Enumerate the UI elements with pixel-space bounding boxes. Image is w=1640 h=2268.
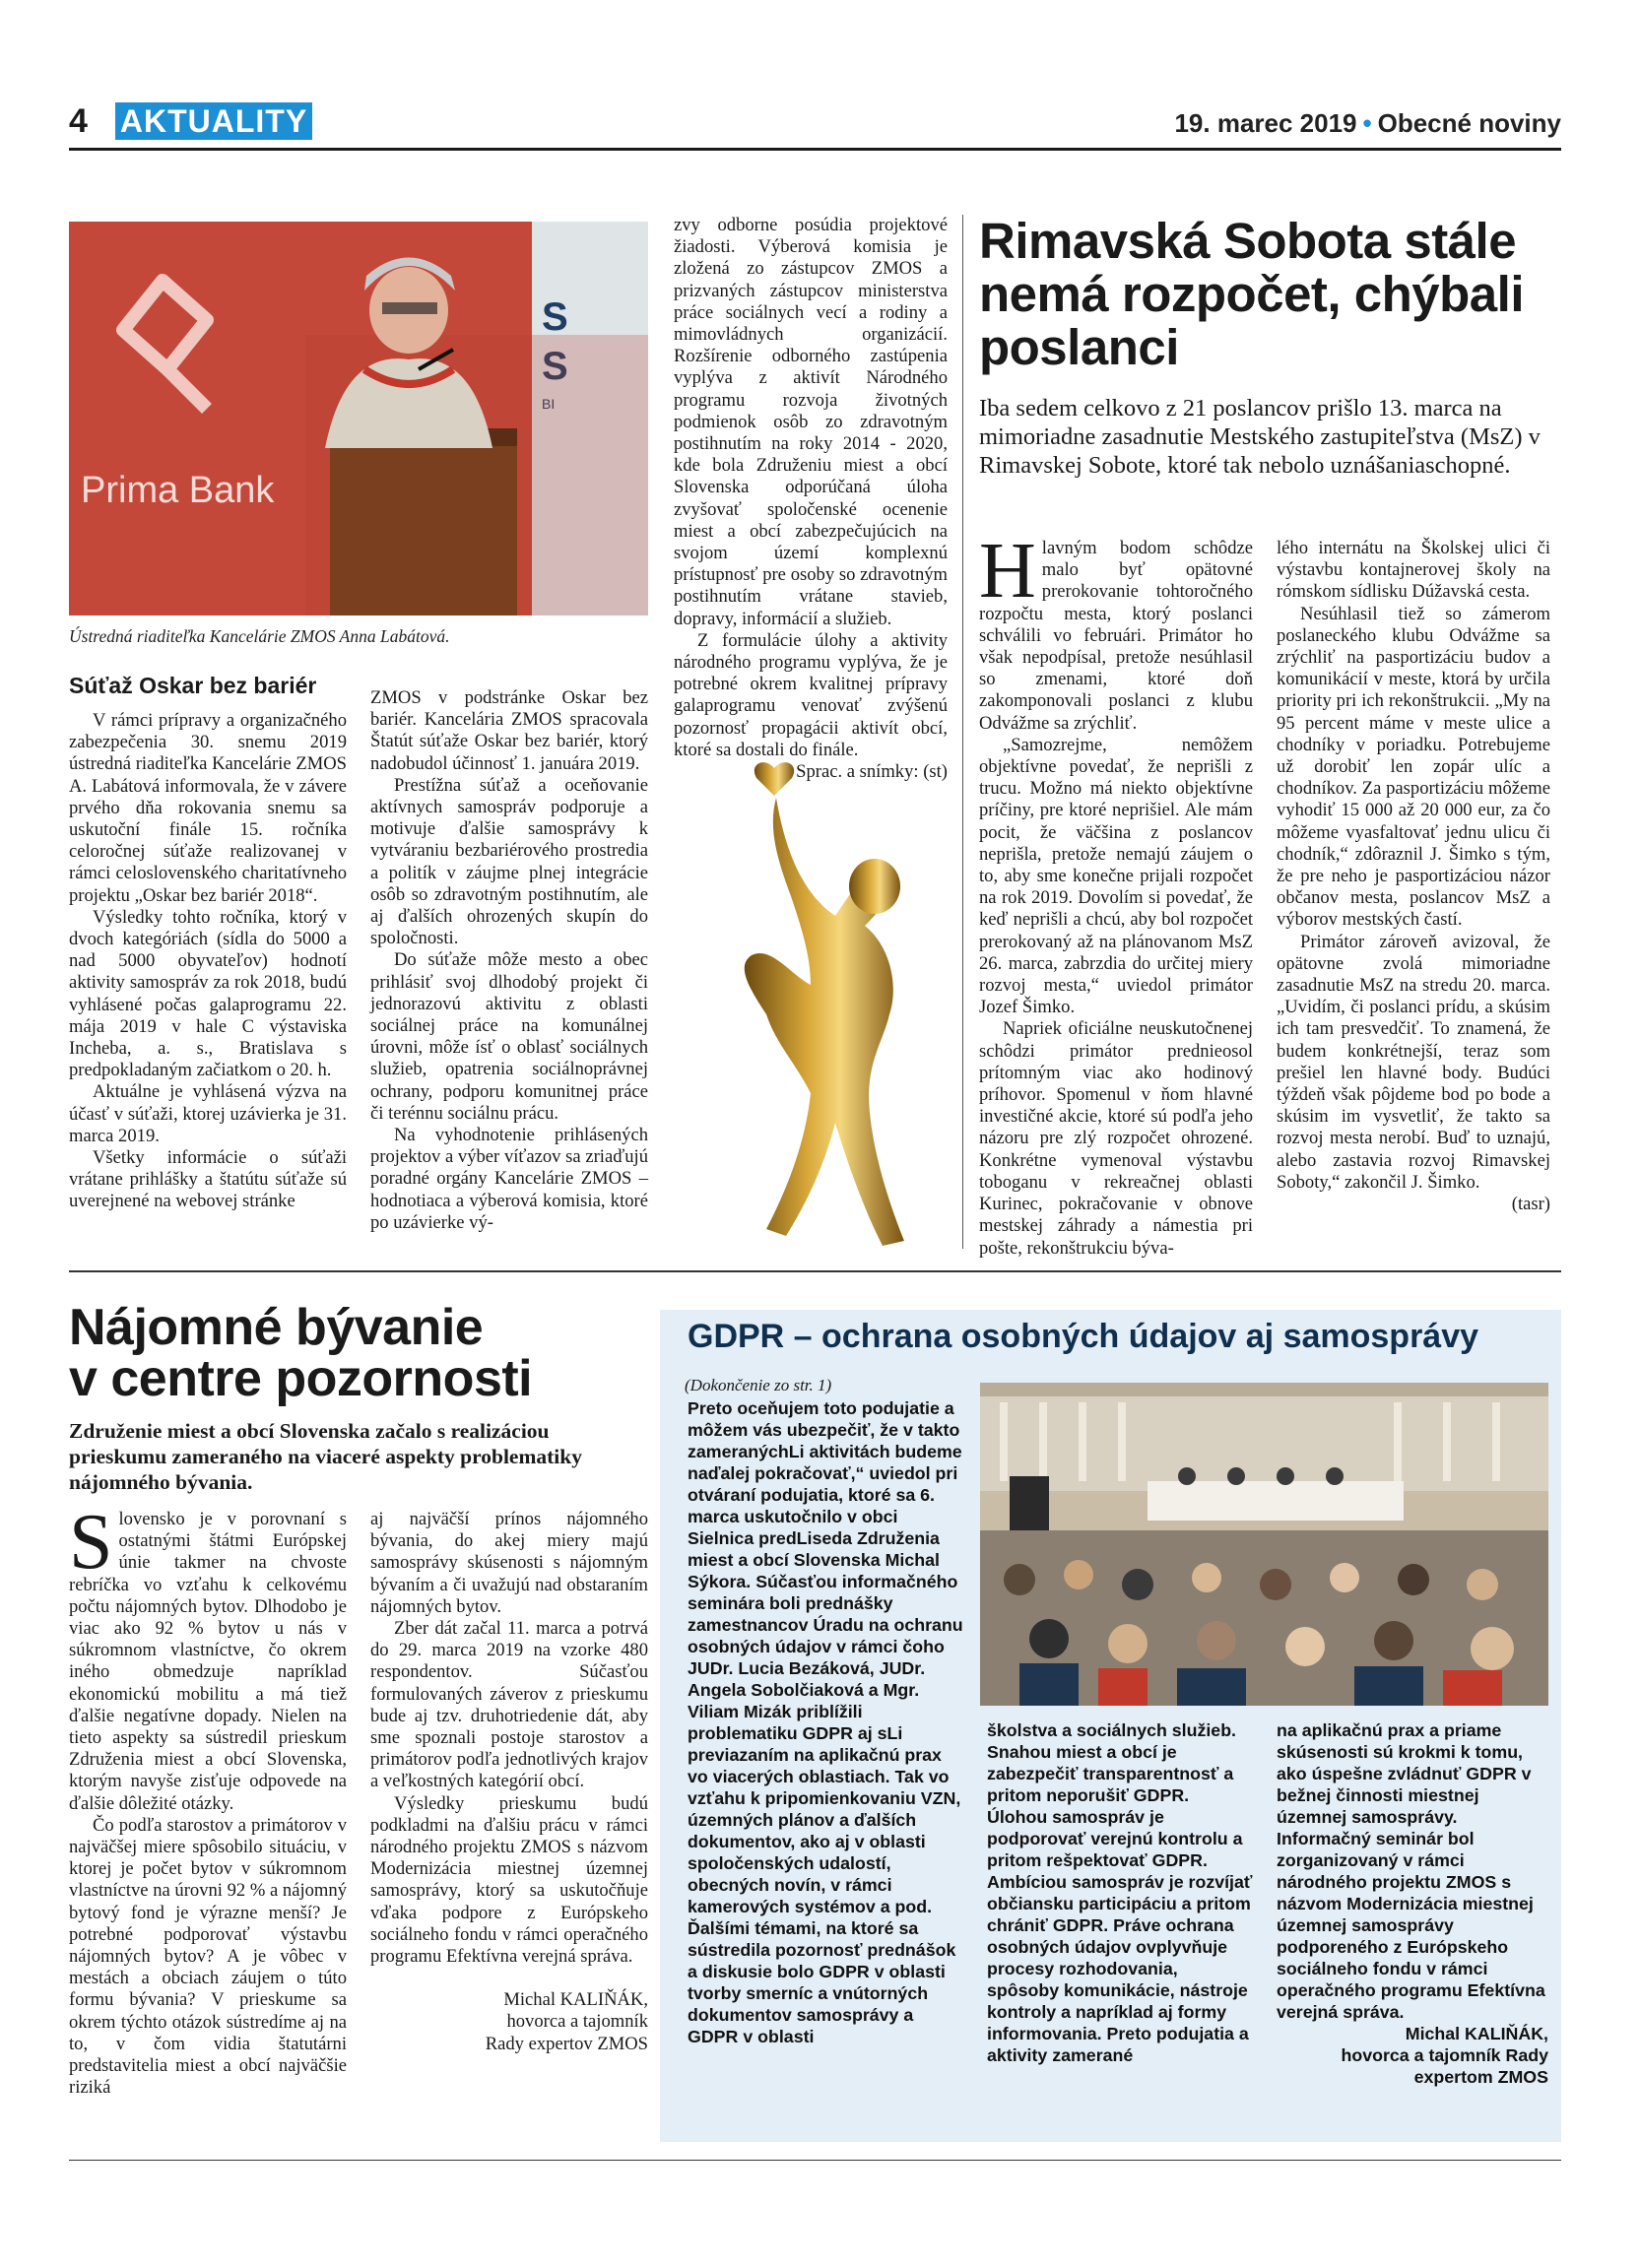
paragraph: lavným bodom schôdze malo byť opätovné prerokovanie tohtoročného rozpočtu mesta, ktorý poslanci schválili vo februári. Primátor ho však nepodpísal, pretože nesúhlasil so zmenami, ktoré doň zakomponovali poslanci z klubu Odvážme sa zrýchliť. xyxy=(979,538,1253,734)
author-name: Michal KALIŇÁK, xyxy=(503,1989,648,2011)
paragraph: Napriek oficiálne neuskutočnenej schôdzi primátor prednieosol prítomným viac ako hodinový príhovor. Spomenul v ňom hlavné investičné akcie, ktoré sú podľa jeho názoru pre zlý rozpočet ohrozené. Konkrétne vymenoval výstavbu toboganu v rekreačnej oblasti Kurinec, pokračovanie v obnove mestskej záhrady a námestia pri pošte, rekonštrukciu býva- xyxy=(979,1018,1253,1259)
najomne-lead: Združenie miest a obcí Slovenska začalo s realizáciou prieskumu zameraného na viaceré aspekty problematiky nájomného bývania. xyxy=(69,1419,582,1494)
column-divider xyxy=(962,215,963,1249)
footer-rule xyxy=(69,2160,1561,2161)
gdpr-headline: GDPR – ochrana osobných údajov aj samosprávy xyxy=(688,1318,1479,1355)
paragraph: aj najväčší prínos nájomného bývania, do akej miery majú samosprávy skúsenosti s nájomným bývaním a či uvažujú nad obstaraním nájomných bytov. xyxy=(370,1509,648,1617)
rimavska-lead: Iba sedem celkovo z 21 poslancov prišlo 13. marca na mimoriadne zasadnutie Mestského zastupiteľstva (MsZ) v Rimavskej Sobote, ktoré tak nebolo uznášaniaschopné. xyxy=(979,395,1541,479)
oskar-column-3 xyxy=(674,215,948,783)
paragraph: Všetky informácie o súťaži vrátane prihlášky a štatútu súťaže sú uverejnené na webovej stránke xyxy=(69,1147,347,1212)
author-role: hovorca a tajomník Rady xyxy=(1341,2045,1548,2065)
article-subhead: Súťaž Oskar bez bariér xyxy=(69,673,317,698)
paragraph: Zber dát začal 11. marca a potrvá do 29. marca 2019 na vzorke 480 respondentov. Súčasťou formulovaných záverov z prieskumu bude aj tzv. druhotriedenie dát, aby sme spoznali postoje starostov a primátorov podľa jednotlivých krajov a veľkostných kategórií obcí. xyxy=(370,1618,648,1792)
drop-cap: H xyxy=(979,528,1036,615)
paragraph: Primátor zároveň avizoval, že opätovne zvolá mimoriadne zasadnutie MsZ na stredu 20. marca. „Uvidím, či poslanci prídu, a skúsim ich tam presvedčiť. To znamená, že budem konkrétnejší, teraz som prešiel len hlavné body. Budúci týždeň však pôjdeme bod po bode a skúsim im vysvetliť, že takto sa rozvoj mesta nerobí. Buď to uznajú, alebo zastavia rozvoj Rimavskej Soboty,“ zakončil J. Šimko. xyxy=(1277,931,1550,1193)
paragraph: Prestížna súťaž a oceňovanie aktívnych samospráv podporuje a motivuje ďalšie samosprávy k vytváraniu bezbariérového prostredia a politík v záujme plnej integrácie osôb so zdravotným postihnutím, ale aj ďalších ohrozených skupín do spoločnosti. xyxy=(370,774,648,949)
gdpr-column-2 xyxy=(987,1719,1253,2066)
najomne-column-2 xyxy=(370,1509,648,2055)
header-rule xyxy=(69,148,1561,151)
gdpr-continued: (Dokončenie zo str. 1) xyxy=(685,1376,832,1394)
headline-line: v centre pozornosti xyxy=(69,1350,533,1407)
svg-text:S: S xyxy=(542,345,568,388)
author-role: expertom ZMOS xyxy=(1413,2067,1548,2087)
agency-credit: (tasr) xyxy=(1511,1194,1550,1215)
svg-text:S: S xyxy=(542,295,568,339)
rimavska-headline: Rimavská Sobota stále nemá rozpočet, chýbali poslanci xyxy=(979,213,1524,375)
issue-info xyxy=(1174,108,1561,139)
seminar-photo xyxy=(980,1383,1548,1706)
speaker-photo xyxy=(69,222,648,616)
photo-caption: Ústredná riaditeľka Kancelárie ZMOS Anna Labátová. xyxy=(69,626,450,646)
rimavska-column-1 xyxy=(979,528,1253,1260)
paragraph: Výsledky prieskumu budú podkladmi na ďalšiu prácu v rámci národného projektu ZMOS s názvom Modernizácia miestnej územnej samosprávy, ktorý sa uskutočňuje vďaka podpore z Európskeho sociálneho fondu v rámci operačného programu Efektívna verejná správa. xyxy=(370,1792,648,1968)
paper-name: Obecné noviny xyxy=(1377,108,1561,138)
paragraph: V rámci prípravy a organizačného zabezpečenia 30. snemu 2019 ústredná riaditeľka Kancelárie ZMOS A. Labátová informovala, že v závere prvého dňa rokovania snemu sa uskutoční finále 15. ročníka celoročnej súťaže realizovanej v rámci celoslovenského charitatívneho projektu „Oskar bez bariér 2018“. xyxy=(69,710,347,906)
paragraph: Výsledky tohto ročníka, ktorý v dvoch kategóriách (sídla do 5000 a nad 5000 obyvateľov) hodnotí aktivity samospráv za rok 2018, budú vyhlásené počas galaprogramu 22. mája 2019 v hale C výstaviska Incheba, a. s., Bratislava s predpokladaným začiatkom o 20. h. xyxy=(69,906,347,1081)
section-rule xyxy=(69,1270,1561,1272)
paragraph: zvy odborne posúdia projektové žiadosti. Výberová komisia je zložená zo zástupcov ZMOS a prizvaných zástupcov ministerstva práce sociálnych vecí a rodiny a mimovládnych organizácií. Rozšírenie odborného zastúpenia vyplýva z aktivít Národného programu rozvoja životných podmienok osôb zo zdravotným postihnutím na roky 2014 - 2020, kde bola Združeniu miest a obcí Slovenska odporúčaná úloha zvyšovať spoločenské ocenenie miest a obcí zabezpečujúcich na svojom území komplexnú prístupnosť pre osoby so zdravotným postihnutím vrátane stavieb, dopravy, informácií a služieb. xyxy=(674,215,948,629)
gdpr-column-1 xyxy=(688,1397,965,2047)
paragraph: Na vyhodnotenie prihlásených projektov a výber víťazov sa zriaďujú poradné orgány Kancelárie ZMOS – hodnotiaca a výberová komisia, ktoré po uzávierke vý- xyxy=(370,1125,648,1233)
author-name: Michal KALIŇÁK, xyxy=(1405,2024,1548,2043)
najomne-headline xyxy=(69,1299,660,1407)
paragraph: na aplikačnú prax a priame skúsenosti sú krokmi k tomu, ako úspešne zvládnuť GDPR v bežnej činnosti miestnej územnej samosprávy. Informačný seminár bol zorganizovaný v rámci národného projektu ZMOS s názvom Modernizácia miestnej územnej samosprávy podporeného z Európskeho sociálneho fondu v rámci operačného programu Efektívna verejná správa. xyxy=(1277,1720,1545,2022)
oskar-column-2 xyxy=(370,687,648,1234)
paragraph: „Samozrejme, nemôžem objektívne povedať, že neprišli z trucu. Možno má niekto objektívne príčiny, pre ktoré neprišiel. Ale mám pocit, že väčšina z poslancov neprišla, pretože nemajú záujem o to, aby sme konečne prijali rozpočet na rok 2019. Dovolím si povedať, že keď neprišli a chcú, aby bol rozpočet prerokovaný až na plánovanom MsZ 26. marca, zabrzdia do určitej miery rozvoj mesta,“ uviedol primátor Jozef Šimko. xyxy=(979,734,1253,1018)
paragraph: Preto oceňujem toto podujatie a môžem vás ubezpečiť, že v takto zameranýchLi aktivitách budeme naďalej pokračovať,“ uviedol pri otváraní podujatia, ktoré sa 6. marca uskutočnilo v obci Sielnica predLiseda Združenia miest a obcí Slovenska Michal Sýkora. Súčasťou informačného seminára boli prednášky zamestnancov Úradu na ochranu osobných údajov v rámci čoho JUDr. Lucia Bezáková, JUDr. Angela Sobolčiaková a Mgr. Viliam Mizák priblížili problematiku GDPR aj sLi previazaním na aplikačnú prax vo viacerých oblastiach. Tak vo vzťahu k pripomienkovaniu VZN, územných plánov a ďalších dokumentov, ako aj v oblasti spoločenských udalostí, obecných novín, v rámci kamerových systémov a pod. Ďalšími témami, na ktoré sa sústredila pozornosť prednášok a diskusie bolo GDPR v oblasti tvorby smerníc a vnútorných dokumentov samosprávy a GDPR v oblasti xyxy=(688,1398,963,2046)
page-number: 4 xyxy=(69,102,88,140)
photo-brand-text: Prima Bank xyxy=(81,470,275,511)
section-label: AKTUALITY xyxy=(115,102,312,140)
drop-cap: S xyxy=(69,1499,113,1586)
gdpr-column-3 xyxy=(1277,1719,1548,2088)
paragraph: Aktuálne je vyhlásená výzva na účasť v súťaži, ktorej uzávierka je 31. marca 2019. xyxy=(69,1081,347,1146)
oskar-column-1 xyxy=(69,710,347,1213)
seminar-photo-image xyxy=(980,1383,1548,1706)
speaker-photo-image xyxy=(69,222,648,616)
paragraph: lovensko je v porovnaní s ostatnými štátmi Európskej únie takmer na chvoste rebríčka vo vzťahu k celkovému počtu nájomných bytov. Dlhodobo je viac ako 92 % bytov u nás v súkromnom vlastníctve, čo okrem iného obmedzuje napríklad ekonomickú mobilitu a má tiež ďalšie negatívne dopady. Nielen na tieto aspekty sa sústredil prieskum Združenia miest a obcí Slovenska, ktorým navyše zisťuje odpovede na ďalšie dôležité otázky. xyxy=(69,1509,347,1814)
author-role: hovorca a tajomník xyxy=(506,2011,648,2033)
svg-text:BI: BI xyxy=(542,396,556,412)
rimavska-column-2 xyxy=(1277,538,1550,1215)
paragraph: Z formulácie úlohy a aktivity národného programu vyplýva, že je potrebné okrem kvalitnej prípravy galaprogramu venovať zvýšenú pozornosť propagácii aktivít obcí, ktoré sa dostali do finále. xyxy=(674,629,948,760)
paragraph: Čo podľa starostov a primátorov v najväčšej miere spôsobilo situáciu, v ktorej je počet bytov v súkromnom vlastníctve na úrovni 92 % a nájomný bytový fond je výrazne menší? Je potrebné podporovať výstavbu nájomných bytov? A je vôbec v mestách a obciach záujem o túto formu bývania? V prieskume sa okrem týchto otázok sústredíme aj na to, v čom vidia štatutárni predstavitelia miest a obcí najväčšie riziká xyxy=(69,1814,347,2099)
author-signature xyxy=(1277,2023,1548,2088)
paragraph: Do súťaže môže mesto a obec prihlásiť svoj dlhodobý projekt či jednorazovú aktivitu z oblasti sociálnej práce na komunálnej úrovni, môže ísť o oblasť sociálnych služieb, opatrenia sociálnoprávnej ochrany, podporu komunitnej práce či terénnu sociálnu prácu. xyxy=(370,949,648,1124)
author-signature xyxy=(370,1989,648,2055)
paragraph: školstva a sociálnych služieb. Snahou miest a obcí je zabezpečiť transparentnosť a pritom neporušiť GDPR. Úlohou samospráv je podporovať verejnú kontrolu a pritom rešpektovať GDPR. Ambíciou samospráv je rozvíjať občiansku participáciu a pritom chrániť GDPR. Práve ochrana osobných údajov ovplyvňuje procesy rozhodovania, spôsoby komunikácie, nástroje kontroly a napríklad aj formy informovania. Preto podujatia a aktivity zamerané xyxy=(987,1720,1253,2065)
separator-dot: • xyxy=(1362,108,1372,138)
paragraph: Nesúhlasil tiež so zámerom poslaneckého klubu Odvážme sa zrýchliť na pasportizáciu budov a komunikácií v meste, ktorá by určila priority pri ich rekonštrukcii. „My na 95 percent máme v meste ulice a chodníky v poriadku. Potrebujeme už dorobiť len zopár ulíc a chodníkov. Za pasportizáciu môžeme vyhodiť 15 000 až 20 000 eur, za čo môžeme vyasfaltovať jednu ulicu či chodník,“ zdôraznil J. Šimko s tým, že pre neho je pasportizáciou názor občanov mesta, poslancov MsZ a výborov mestských častí. xyxy=(1277,603,1550,931)
paragraph: lého internátu na Školskej ulici či výstavbu kontajnerovej školy na rómskom sídlisku Dúžavská cesta. xyxy=(1277,538,1550,603)
issue-date: 19. marec 2019 xyxy=(1174,108,1357,138)
award-statue-image xyxy=(717,748,944,1251)
paragraph: ZMOS v podstránke Oskar bez bariér. Kancelária ZMOS spracovala Štatút súťaže Oskar bez bariér, ktorý nadobudol účinnosť 1. januára 2019. xyxy=(370,687,648,774)
author-role: Rady expertov ZMOS xyxy=(485,2033,648,2054)
photo-credit: Sprac. a snímky: (st) xyxy=(796,761,948,783)
najomne-column-1 xyxy=(69,1499,347,2099)
headline-line: Nájomné bývanie xyxy=(69,1299,484,1356)
